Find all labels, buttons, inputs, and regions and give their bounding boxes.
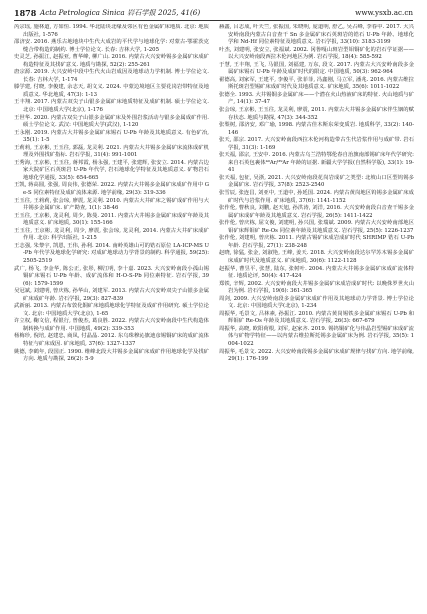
reference-entry: 滕学建, 付晓, 李俊建, 余志天, 胡文义. 2024. 中蒙边境地区主要花岗岩带特征及地质意义. 华北地质, 47(3): 1-13 [14,84,209,98]
reference-entry: 王世华. 2020. 内蒙古双尖子山银多金属矿床及外围岩浆活动与银多金属成矿作用. 硕士学位论文. 武汉: 中国地质大学(武汉), 1-120 [14,114,209,129]
reference-entry: 翟德高, 刘家军, 王建平, 李俊平, 张菲菲, 冯鑫刚, 马立军, 潘兆. 2016. 内蒙古维拉斯托斑岩型锡矿床成矿时代及其地质意义. 矿床地质, 35(6): 1011-1022 [219,76,414,91]
journal-url: www.ysxb.ac.cn [355,8,413,17]
reference-entry: 邵济安. 2016. 燕乐古地地块中生代大成岩的平代学与地球化学: 对蒙古-鄂霍茨克缝合带构造的制约. 博士学位论文. 长春: 吉林大学, 1-205 [14,39,209,53]
reference-entry: 许立权, 鞠文信, 程银行, 曾俊杰, 葛良胜. 2022. 内蒙古大兴安岭南段中生代构造体制转换与成矿作用. 中国地质, 49(2): 339-353 [14,318,209,332]
reference-entry: 张作伦, 刘建明, 曾庆栋. 2011. 内蒙古锡矿床成岩成矿时代 SHRIMP 锆石 U-Pb 年龄. 岩石学报, 27(1): 238-248 [219,235,414,249]
reference-entry: 周振华, 毛景文. 2022. 大兴安岭南段锡多金属矿床成矿规律与找矿方向. 地学前缘, 29(1): 176-199 [219,348,414,363]
reference-entry: 赫鑫, 吕志成, 叶天竺, 张振国, 朱晓明, 庞道明, 舒乙, 吴占峰, 李春中. 2017. 大兴安岭南段内蒙古白音查干 Sn 多金属矿床石英斑岩的锆石 U-Pb 年龄、地球化学和 Nd-Hf 同位素特征及地质意义. 岩石学报, 33(10): 3183-3199 [219,24,414,46]
reference-entry: 姚德, 李鹤年, 段国正. 1990. 维峰北段大井锡多金属矿床成矿作用地球化学及找矿方向. 地质与勘探, 26(2): 5-9 [14,348,209,363]
reference-entry: 王丰翔. 2017. 内蒙古双尖子山银多金属矿床地质特征及成矿机制. 硕士学位论文. 北京: 中国地质大学(北京), 1-176 [14,99,209,114]
reference-entry: 王玉往, 王莉莉, 张会琼, 廖震, 龙灵利. 2010. 内蒙古大井矿床之锡矿成矿作用与大井锡多金属矿床. 矿产勘查, 1(1): 38-46 [14,197,209,212]
reference-entry: 王玉往, 王京彬, 龙灵利, 周少, 廖震, 张会琼, 龙灵利, 2014. 内蒙古大井矿床成矿作用. 北京: 科学出版社, 1-215 [14,227,209,242]
reference-entry: 王永刚. 2019. 内蒙古大井锡多金属矿床锡石 U-Pb 年龄及其地质意义. 有色矿冶, 35(1): 1-5 [14,129,209,144]
journal-title: Acta Petrologica Sinica 岩石学报 2025, 41(6) [40,8,201,17]
reference-entry: 武新丽. 2013. 内蒙古布敦化铜矿床地质地球化学特征及成矿作用研究. 硕士学位论文. 北京: 中国地质大学(北京), 1-65 [14,303,209,317]
reference-entry: 郑铁, 辛辉, 2002. 大兴安岭南段大井锡多金属矿床成岩成矿时代: 以晚侏罗世火山岩为例. 岩石学报, 19(6): 361-365 [219,280,414,295]
reference-entry: 吴冠斌, 刘建明, 曾庆栋, 孙华山, 刘建军. 2013. 内蒙古大兴安岭双尖子山银多金属矿床成矿年龄. 岩石学报, 29(3): 827-839 [14,288,209,302]
reference-entry: 赵晓, 徐猛, 张金, 刘淑艳, 王峰, 姜天. 2018. 大兴安岭南段达尔罕苏木锡多金属矿床成矿时代及地质意义. 矿床地质, 30(6): 1122-1128 [219,250,414,264]
reference-entry: 杨梅珍, 倪培, 赵建忠, 商凤, 付晶晶. 2012. 东乌珠穆沁旗迪彦锡铜矿床的成矿流体特征与矿床成因. 矿床地质, 37(6): 1327-1337 [14,333,209,347]
reference-entry: 唐宗源. 2019. 大兴安岭中段中生代火山岩成因及地球动力学机制. 博士学位论文. 长春: 吉林大学, 1-174 [14,69,209,83]
reference-entry: 张作伦, 曹秋良, 刘鹏, 赵天旭, 孙洪涛, 刘洋, 2016. 大兴安岭南段白音查干锡多金属矿床成矿年龄及其地质意义. 岩石学报, 26(5): 1411-1422 [219,205,414,219]
reference-entry: 武广, 杨飞, 李金华, 陈公正, 张彤, 柳江明, 李十嘉. 2023. 大兴安岭南段小孤山锡铜矿床锡石 U-Pb 年龄、成矿流体和 H-O-S-Pb 同位素特征. 岩石学报, 39(6): 1579-1599 [14,265,209,287]
reference-entry: 王志强, 朱黎宇, 凯恩, 王伟, 孙利. 2014. 南岭英雄山可的锆石原位 LA-ICP-MS U-Pb 年代学及地球化学研究: 对成矿地球动力学背景的制约. 科学通报, 59(25): 2505-2519 [14,242,209,264]
reference-column-right [219,24,414,610]
running-header [14,6,413,20]
header-rule [14,20,413,21]
reference-entry: 王秀海, 王京彬, 王玉往, 蒋邦霞, 杨永强, 王建平, 张建辉, 张安立. 2014. 内蒙古边家大院矿区石英斑岩 U-Pb 年代学, 岩石地球化学特征及其地质意义. 矿物岩石地球化学通报, 33(5): 654-665 [14,159,209,181]
reference-entry: 史灵芝, 孙振江, 赵振亚, 曹华峰, 柳广山. 2016. 内蒙古大兴安岭锡多金属矿床成矿构造特征及其找矿意义. 地质与勘探, 52(2): 255-261 [14,54,209,68]
reference-entry: 张作伦, 曾庆栋, 屈文俊, 刘建明, 孙兴国, 张瑞斌. 2009. 内蒙古大兴安岭南部地区钼矿床辉钼矿 Re-Os 同位素年龄及其地质意义. 岩石学报, 25(5): 1226-1237 [219,220,414,234]
reference-entry: 于慧, 王丰翔, 王飞, 马银国, 刘福建, 万东, 段文. 2017. 内蒙古大兴安岭南段多金属矿床锡石 U-Pb 年龄及成矿时代的限定. 中国地质, 50(3): 962-964 [219,61,414,76]
reference-entry: 张德全. 1993. 大井锡铜多金属矿床——个潜在火山热液矿床的特征. 火山地质与矿产, 14(1): 37-47 [219,91,414,106]
reference-entry: 王凯, 蒋高圆, 张强, 周良伟, 张德荣. 2022. 内蒙古大井锡多金属矿床成矿作用中 Ge-S 同位素特征及成矿流体来源. 地学前缘, 29(3): 319-336 [14,182,209,197]
reference-entry: 王莉莉, 王京彬, 王玉往, 郭磊, 龙灵利. 2021. 内蒙古大井锡多金属矿床流体成矿机理及外围找矿指标. 岩石学报, 31(4): 991-1001 [14,144,209,159]
reference-entry: 周剑, 2009. 大兴安岭南段多金属矿床成矿作用及其地球动力学背景. 博士学位论文. 北京: 中国地质大学(北京), 1-234 [219,295,414,310]
reference-entry: 王玉往, 王京彬, 龙灵利, 周少, 陈曼. 2011. 内蒙古大井锡多金属矿床成矿年龄及其地质意义. 矿床地质, 30(1): 155-166 [14,212,209,227]
page-number: 1878 [14,8,37,18]
reference-entry: 芮宗瑶, 施林道, 方如恒. 1994. 华北陆块北缘及邻区有色金属矿床地质. 北京: 地质出版社, 1-576 [14,24,209,38]
reference-column-left [14,24,209,610]
reference-entry: 张天, 邵宗. 2017. 大兴安岭南段西拉木伦河构造带古生代岩浆作用与成矿带. 岩石学报, 31(3): 1-169 [219,137,414,151]
reference-entry: 张会琼, 王京彬, 王玉往, 龙灵利, 廖震, 2011. 内蒙古大井锡多金属矿床伴生铟的赋存状态. 地质与勘探, 47(3): 344-352 [219,107,414,121]
reference-entry: 张天福, 包征, 吴浙, 2021. 大兴安岭南段花岗岩成矿之类型: 北坡山口区型钨锡多金属矿床. 岩石学报, 37(8): 2523-2540 [219,174,414,189]
reference-entry: 张天福, 邵宗, 王安中. 2016. 内蒙古乌兰浩特鄂伦春自治旗南部锡矿床年代学研究: 来自石英包裹体⁴⁰Ar/³⁹Ar 年龄的证据. 新疆大学学报(自然科学版), 33(1): 19-41 [219,152,414,174]
reference-entry: 周振华, 高晓, 欧阳荷根, 刘军, 赵家齐. 2019. 锡钨铜矿化与伟晶岩型锡矿床成矿流体与矿物学特征——以内蒙古维拉斯托锡多金属矿床为例. 岩石学报, 35(5): 1004-1022 [219,325,414,347]
reference-entry: 叶杰, 刘建明, 张安立, 张福斌. 2002. 冈鲁嘎山斑岩型钼铜矿化的岩石学证据——以大兴安岭南段西拉木伦河地区为例. 岩石学报, 18(4): 585-592 [219,46,414,61]
reference-entry: 张梨树, 邵济安, 邓广瑜, 1998. 内蒙古佳木斯东荣变质岩. 地质科学, 33(2): 140-146 [219,122,414,136]
reference-entry: 周振华, 毛景文, 吕林素, 孙振江. 2010. 内蒙古黄岗锡铁多金属矿床锡石 U-Pb 和辉钼矿 Re-Os 年龄及其地质意义. 岩石学报, 26(3): 667-679 [219,310,414,325]
reference-entry: 赵振华, 曹昱平, 张慧, 陆东, 张树叶. 2004. 内蒙古大井锡多金属矿床成矿流体特征. 地质论评, 50(4): 417-424 [219,265,414,280]
reference-entry: 张雪辰, 张连昌, 刘亚中, 王道中, 孙延国. 2024. 内蒙古黄岗地区钨锡多金属矿床成矿时代与岩浆作用. 矿床地质, 37(6): 1141-1152 [219,190,414,204]
